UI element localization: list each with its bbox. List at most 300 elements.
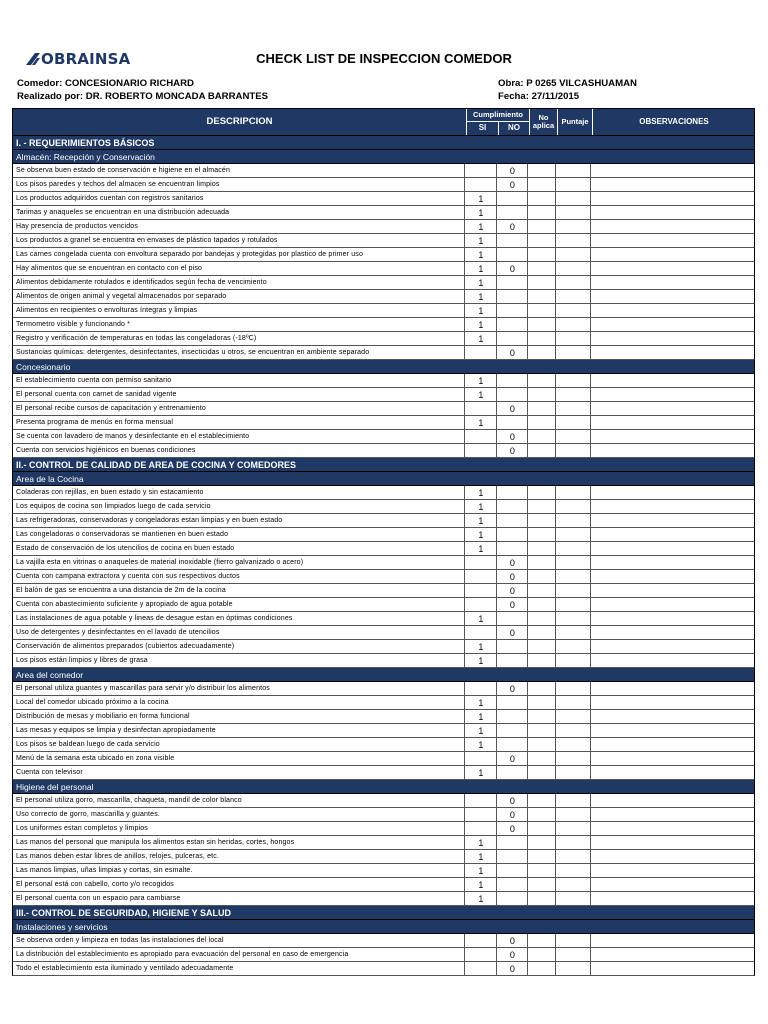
si-cell[interactable]: 1: [465, 248, 497, 261]
no-aplica-cell[interactable]: [528, 962, 556, 975]
observaciones-cell[interactable]: [591, 696, 754, 709]
puntaje-cell[interactable]: [556, 934, 591, 947]
observaciones-cell[interactable]: [591, 206, 754, 219]
no-aplica-cell[interactable]: [528, 934, 556, 947]
no-aplica-cell[interactable]: [528, 556, 556, 569]
no-cell[interactable]: 0: [497, 262, 528, 275]
observaciones-cell[interactable]: [591, 836, 754, 849]
si-cell[interactable]: 1: [465, 696, 497, 709]
observaciones-cell[interactable]: [591, 220, 754, 233]
puntaje-cell[interactable]: [556, 514, 591, 527]
puntaje-cell[interactable]: [556, 318, 591, 331]
no-cell[interactable]: [497, 290, 528, 303]
no-aplica-cell[interactable]: [528, 598, 556, 611]
si-cell[interactable]: [465, 402, 497, 415]
table-row: [12, 500, 755, 514]
puntaje-cell[interactable]: [556, 444, 591, 457]
observaciones-cell[interactable]: [591, 192, 754, 205]
no-cell[interactable]: [497, 528, 528, 541]
si-cell[interactable]: 1: [465, 654, 497, 667]
observaciones-cell[interactable]: [591, 416, 754, 429]
no-aplica-cell[interactable]: [528, 752, 556, 765]
si-cell[interactable]: 1: [465, 388, 497, 401]
row-description: Cuenta con televisor: [13, 766, 465, 779]
observaciones-cell[interactable]: [591, 276, 754, 289]
no-cell[interactable]: 0: [497, 794, 528, 807]
si-cell[interactable]: [465, 962, 497, 975]
no-aplica-cell[interactable]: [528, 304, 556, 317]
no-aplica-cell[interactable]: [528, 346, 556, 359]
observaciones-cell[interactable]: [591, 794, 754, 807]
puntaje-cell[interactable]: [556, 864, 591, 877]
row-description: Los pisos se baldean luego de cada servicio: [13, 738, 465, 751]
si-cell[interactable]: 1: [465, 332, 497, 345]
no-cell[interactable]: 0: [497, 822, 528, 835]
no-aplica-cell[interactable]: [528, 388, 556, 401]
table-row: [12, 304, 755, 318]
no-cell[interactable]: [497, 332, 528, 345]
no-aplica-cell[interactable]: [528, 430, 556, 443]
no-cell[interactable]: 0: [497, 598, 528, 611]
observaciones-cell[interactable]: [591, 570, 754, 583]
si-cell[interactable]: [465, 164, 497, 177]
puntaje-cell[interactable]: [556, 178, 591, 191]
no-cell[interactable]: [497, 878, 528, 891]
no-aplica-cell[interactable]: [528, 584, 556, 597]
no-aplica-cell[interactable]: [528, 710, 556, 723]
puntaje-cell[interactable]: [556, 948, 591, 961]
no-cell[interactable]: [497, 836, 528, 849]
si-cell[interactable]: [465, 682, 497, 695]
no-aplica-cell[interactable]: [528, 486, 556, 499]
puntaje-cell[interactable]: [556, 962, 591, 975]
no-aplica-cell[interactable]: [528, 178, 556, 191]
no-cell[interactable]: [497, 766, 528, 779]
row-description: Los pisos están limpios y libres de grasa: [13, 654, 465, 667]
no-aplica-cell[interactable]: [528, 234, 556, 247]
observaciones-cell[interactable]: [591, 934, 754, 947]
puntaje-cell[interactable]: [556, 752, 591, 765]
row-description: Los pisos paredes y techos del almacen se encuentran limpios: [13, 178, 465, 191]
col-observaciones: OBSERVACIONES: [592, 109, 755, 135]
observaciones-cell[interactable]: [591, 528, 754, 541]
table-row: [12, 864, 755, 878]
observaciones-cell[interactable]: [591, 332, 754, 345]
no-aplica-cell[interactable]: [528, 192, 556, 205]
no-aplica-cell[interactable]: [528, 878, 556, 891]
no-aplica-cell[interactable]: [528, 500, 556, 513]
si-cell[interactable]: [465, 570, 497, 583]
puntaje-cell[interactable]: [556, 542, 591, 555]
puntaje-cell[interactable]: [556, 654, 591, 667]
row-description: El personal cuenta con carnet de sanidad vigente: [13, 388, 465, 401]
group-title: Concesionario: [12, 360, 755, 374]
no-aplica-cell[interactable]: [528, 374, 556, 387]
puntaje-cell[interactable]: [556, 262, 591, 275]
si-cell[interactable]: 1: [465, 612, 497, 625]
no-cell[interactable]: [497, 850, 528, 863]
observaciones-cell[interactable]: [591, 766, 754, 779]
no-cell[interactable]: 0: [497, 164, 528, 177]
si-cell[interactable]: [465, 934, 497, 947]
puntaje-cell[interactable]: [556, 416, 591, 429]
puntaje-cell[interactable]: [556, 192, 591, 205]
puntaje-cell[interactable]: [556, 584, 591, 597]
puntaje-cell[interactable]: [556, 710, 591, 723]
puntaje-cell[interactable]: [556, 402, 591, 415]
si-cell[interactable]: 1: [465, 318, 497, 331]
no-cell[interactable]: 0: [497, 430, 528, 443]
no-aplica-cell[interactable]: [528, 794, 556, 807]
puntaje-cell[interactable]: [556, 248, 591, 261]
no-cell[interactable]: 0: [497, 178, 528, 191]
puntaje-cell[interactable]: [556, 696, 591, 709]
no-aplica-cell[interactable]: [528, 766, 556, 779]
no-cell[interactable]: 0: [497, 346, 528, 359]
no-aplica-cell[interactable]: [528, 738, 556, 751]
puntaje-cell[interactable]: [556, 430, 591, 443]
puntaje-cell[interactable]: [556, 766, 591, 779]
no-cell[interactable]: [497, 710, 528, 723]
puntaje-cell[interactable]: [556, 206, 591, 219]
observaciones-cell[interactable]: [591, 178, 754, 191]
no-aplica-cell[interactable]: [528, 640, 556, 653]
table-row: [12, 206, 755, 220]
no-aplica-cell[interactable]: [528, 808, 556, 821]
no-aplica-cell[interactable]: [528, 864, 556, 877]
puntaje-cell[interactable]: [556, 486, 591, 499]
no-cell[interactable]: 0: [497, 948, 528, 961]
no-aplica-cell[interactable]: [528, 654, 556, 667]
observaciones-cell[interactable]: [591, 262, 754, 275]
row-description: Los uniformes estan completos y limpios: [13, 822, 465, 835]
si-cell[interactable]: 1: [465, 836, 497, 849]
row-description: Conservación de alimentos preparados (cubiertos adecuadamente): [13, 640, 465, 653]
puntaje-cell[interactable]: [556, 682, 591, 695]
si-cell[interactable]: 1: [465, 290, 497, 303]
table-row: [12, 402, 755, 416]
observaciones-cell[interactable]: [591, 878, 754, 891]
no-cell[interactable]: [497, 304, 528, 317]
row-description: El personal cuenta con un espacio para cambiarse: [13, 892, 465, 905]
no-cell[interactable]: [497, 374, 528, 387]
puntaje-cell[interactable]: [556, 570, 591, 583]
puntaje-cell[interactable]: [556, 598, 591, 611]
table-row: [12, 346, 755, 360]
row-description: Menú de la semana esta ubicado en zona visible: [13, 752, 465, 765]
si-cell[interactable]: [465, 584, 497, 597]
puntaje-cell[interactable]: [556, 892, 591, 905]
no-aplica-cell[interactable]: [528, 626, 556, 639]
row-description: Todo el establecimiento esta iluminado y ventilado adecuadamente: [13, 962, 465, 975]
no-aplica-cell[interactable]: [528, 318, 556, 331]
observaciones-cell[interactable]: [591, 164, 754, 177]
observaciones-cell[interactable]: [591, 850, 754, 863]
table-row: [12, 192, 755, 206]
si-cell[interactable]: [465, 948, 497, 961]
table-row: [12, 262, 755, 276]
row-description: El personal utiliza gorro, mascarilla, chaqueta, mandil de color blanco: [13, 794, 465, 807]
si-cell[interactable]: 1: [465, 892, 497, 905]
observaciones-cell[interactable]: [591, 948, 754, 961]
row-description: Estado de conservación de los utencilios de cocina en buen estado: [13, 542, 465, 555]
puntaje-cell[interactable]: [556, 388, 591, 401]
si-cell[interactable]: [465, 346, 497, 359]
si-cell[interactable]: 1: [465, 528, 497, 541]
no-cell[interactable]: [497, 388, 528, 401]
observaciones-cell[interactable]: [591, 234, 754, 247]
no-aplica-cell[interactable]: [528, 514, 556, 527]
puntaje-cell[interactable]: [556, 234, 591, 247]
si-cell[interactable]: [465, 430, 497, 443]
observaciones-cell[interactable]: [591, 290, 754, 303]
observaciones-cell[interactable]: [591, 318, 754, 331]
no-cell[interactable]: [497, 654, 528, 667]
puntaje-cell[interactable]: [556, 332, 591, 345]
si-cell[interactable]: 1: [465, 276, 497, 289]
no-aplica-cell[interactable]: [528, 612, 556, 625]
si-cell[interactable]: [465, 808, 497, 821]
no-cell[interactable]: [497, 892, 528, 905]
observaciones-cell[interactable]: [591, 612, 754, 625]
no-cell[interactable]: 0: [497, 556, 528, 569]
si-cell[interactable]: 1: [465, 878, 497, 891]
puntaje-cell[interactable]: [556, 528, 591, 541]
group-title: Area del comedor: [12, 668, 755, 682]
row-description: Se observa orden y limpieza en todas las instalaciones del local: [13, 934, 465, 947]
si-cell[interactable]: [465, 178, 497, 191]
no-aplica-cell[interactable]: [528, 696, 556, 709]
no-cell[interactable]: [497, 192, 528, 205]
table-row: [12, 682, 755, 696]
si-cell[interactable]: 1: [465, 710, 497, 723]
no-cell[interactable]: [497, 612, 528, 625]
row-description: Presenta programa de menús en forma mensual: [13, 416, 465, 429]
puntaje-cell[interactable]: [556, 738, 591, 751]
no-aplica-cell[interactable]: [528, 528, 556, 541]
observaciones-cell[interactable]: [591, 626, 754, 639]
no-cell[interactable]: 0: [497, 962, 528, 975]
no-cell[interactable]: [497, 248, 528, 261]
si-cell[interactable]: 1: [465, 262, 497, 275]
observaciones-cell[interactable]: [591, 598, 754, 611]
no-aplica-cell[interactable]: [528, 290, 556, 303]
no-aplica-cell[interactable]: [528, 850, 556, 863]
no-cell[interactable]: 0: [497, 570, 528, 583]
si-cell[interactable]: 1: [465, 304, 497, 317]
no-cell[interactable]: 0: [497, 934, 528, 947]
no-cell[interactable]: 0: [497, 752, 528, 765]
no-aplica-cell[interactable]: [528, 332, 556, 345]
no-aplica-cell[interactable]: [528, 164, 556, 177]
si-cell[interactable]: 1: [465, 220, 497, 233]
no-cell[interactable]: 0: [497, 220, 528, 233]
si-cell[interactable]: 1: [465, 234, 497, 247]
observaciones-cell[interactable]: [591, 304, 754, 317]
row-description: Uso de detergentes y desinfectantes en el lavado de utencilios: [13, 626, 465, 639]
observaciones-cell[interactable]: [591, 388, 754, 401]
table-row: [12, 878, 755, 892]
si-cell[interactable]: [465, 556, 497, 569]
obra-label: Obra: P 0265 VILCASHUAMAN: [498, 78, 637, 89]
si-cell[interactable]: [465, 626, 497, 639]
observaciones-cell[interactable]: [591, 402, 754, 415]
observaciones-cell[interactable]: [591, 374, 754, 387]
no-aplica-cell[interactable]: [528, 444, 556, 457]
si-cell[interactable]: 1: [465, 738, 497, 751]
si-cell[interactable]: 1: [465, 640, 497, 653]
observaciones-cell[interactable]: [591, 346, 754, 359]
puntaje-cell[interactable]: [556, 808, 591, 821]
puntaje-cell[interactable]: [556, 626, 591, 639]
no-cell[interactable]: 0: [497, 444, 528, 457]
si-cell[interactable]: 1: [465, 206, 497, 219]
puntaje-cell[interactable]: [556, 374, 591, 387]
no-aplica-cell[interactable]: [528, 542, 556, 555]
table-row: [12, 962, 755, 976]
no-cell[interactable]: [497, 486, 528, 499]
no-aplica-cell[interactable]: [528, 570, 556, 583]
puntaje-cell[interactable]: [556, 290, 591, 303]
observaciones-cell[interactable]: [591, 514, 754, 527]
puntaje-cell[interactable]: [556, 556, 591, 569]
puntaje-cell[interactable]: [556, 822, 591, 835]
no-aplica-cell[interactable]: [528, 220, 556, 233]
observaciones-cell[interactable]: [591, 542, 754, 555]
puntaje-cell[interactable]: [556, 640, 591, 653]
no-aplica-cell[interactable]: [528, 724, 556, 737]
si-cell[interactable]: 1: [465, 192, 497, 205]
observaciones-cell[interactable]: [591, 500, 754, 513]
si-cell[interactable]: [465, 752, 497, 765]
no-aplica-cell[interactable]: [528, 276, 556, 289]
puntaje-cell[interactable]: [556, 612, 591, 625]
observaciones-cell[interactable]: [591, 430, 754, 443]
puntaje-cell[interactable]: [556, 346, 591, 359]
si-cell[interactable]: 1: [465, 374, 497, 387]
no-aplica-cell[interactable]: [528, 262, 556, 275]
puntaje-cell[interactable]: [556, 220, 591, 233]
si-cell[interactable]: 1: [465, 724, 497, 737]
observaciones-cell[interactable]: [591, 486, 754, 499]
no-cell[interactable]: 0: [497, 682, 528, 695]
puntaje-cell[interactable]: [556, 164, 591, 177]
no-aplica-cell[interactable]: [528, 682, 556, 695]
no-cell[interactable]: [497, 864, 528, 877]
row-description: El establecimiento cuenta con permiso sanitario: [13, 374, 465, 387]
no-aplica-cell[interactable]: [528, 206, 556, 219]
no-cell[interactable]: [497, 206, 528, 219]
puntaje-cell[interactable]: [556, 794, 591, 807]
no-aplica-cell[interactable]: [528, 836, 556, 849]
checklist-table: [12, 108, 755, 976]
no-cell[interactable]: [497, 318, 528, 331]
no-cell[interactable]: [497, 234, 528, 247]
observaciones-cell[interactable]: [591, 808, 754, 821]
si-cell[interactable]: 1: [465, 416, 497, 429]
no-aplica-cell[interactable]: [528, 948, 556, 961]
col-cumplimiento: Cumplimiento: [466, 109, 529, 122]
si-cell[interactable]: 1: [465, 864, 497, 877]
no-cell[interactable]: [497, 696, 528, 709]
si-cell[interactable]: 1: [465, 500, 497, 513]
logo-text: OBRAINSA: [41, 50, 131, 68]
no-cell[interactable]: 0: [497, 808, 528, 821]
si-cell[interactable]: [465, 444, 497, 457]
observaciones-cell[interactable]: [591, 584, 754, 597]
no-cell[interactable]: [497, 738, 528, 751]
si-cell[interactable]: [465, 822, 497, 835]
observaciones-cell[interactable]: [591, 822, 754, 835]
no-cell[interactable]: [497, 640, 528, 653]
no-aplica-cell[interactable]: [528, 402, 556, 415]
table-row: [12, 290, 755, 304]
observaciones-cell[interactable]: [591, 864, 754, 877]
no-cell[interactable]: [497, 500, 528, 513]
no-cell[interactable]: [497, 724, 528, 737]
observaciones-cell[interactable]: [591, 556, 754, 569]
observaciones-cell[interactable]: [591, 892, 754, 905]
no-cell[interactable]: [497, 276, 528, 289]
no-cell[interactable]: 0: [497, 626, 528, 639]
puntaje-cell[interactable]: [556, 500, 591, 513]
table-row: [12, 430, 755, 444]
observaciones-cell[interactable]: [591, 248, 754, 261]
si-cell[interactable]: 1: [465, 514, 497, 527]
observaciones-cell[interactable]: [591, 444, 754, 457]
puntaje-cell[interactable]: [556, 724, 591, 737]
table-row: [12, 766, 755, 780]
observaciones-cell[interactable]: [591, 962, 754, 975]
no-cell[interactable]: [497, 542, 528, 555]
table-row: [12, 892, 755, 906]
si-cell[interactable]: 1: [465, 542, 497, 555]
observaciones-cell[interactable]: [591, 752, 754, 765]
observaciones-cell[interactable]: [591, 738, 754, 751]
si-cell[interactable]: 1: [465, 850, 497, 863]
row-description: La vajilla esta en vitrinas o anaqueles de material inoxidable (fierro galvanizado o acero): [13, 556, 465, 569]
no-aplica-cell[interactable]: [528, 892, 556, 905]
table-row: [12, 710, 755, 724]
si-cell[interactable]: 1: [465, 486, 497, 499]
row-description: Cuenta con campana extractora y cuenta con sus respectivos ductos: [13, 570, 465, 583]
no-aplica-cell[interactable]: [528, 248, 556, 261]
observaciones-cell[interactable]: [591, 654, 754, 667]
puntaje-cell[interactable]: [556, 276, 591, 289]
observaciones-cell[interactable]: [591, 724, 754, 737]
no-aplica-cell[interactable]: [528, 416, 556, 429]
si-cell[interactable]: 1: [465, 766, 497, 779]
observaciones-cell[interactable]: [591, 640, 754, 653]
si-cell[interactable]: [465, 598, 497, 611]
row-description: Cuenta con servicios higiénicos en buenas condiciones: [13, 444, 465, 457]
observaciones-cell[interactable]: [591, 682, 754, 695]
no-aplica-cell[interactable]: [528, 822, 556, 835]
no-cell[interactable]: [497, 416, 528, 429]
no-cell[interactable]: 0: [497, 402, 528, 415]
table-row: [12, 598, 755, 612]
table-row: [12, 752, 755, 766]
no-cell[interactable]: [497, 514, 528, 527]
no-cell[interactable]: 0: [497, 584, 528, 597]
observaciones-cell[interactable]: [591, 710, 754, 723]
table-row: [12, 318, 755, 332]
puntaje-cell[interactable]: [556, 304, 591, 317]
si-cell[interactable]: [465, 794, 497, 807]
puntaje-cell[interactable]: [556, 850, 591, 863]
puntaje-cell[interactable]: [556, 878, 591, 891]
puntaje-cell[interactable]: [556, 836, 591, 849]
